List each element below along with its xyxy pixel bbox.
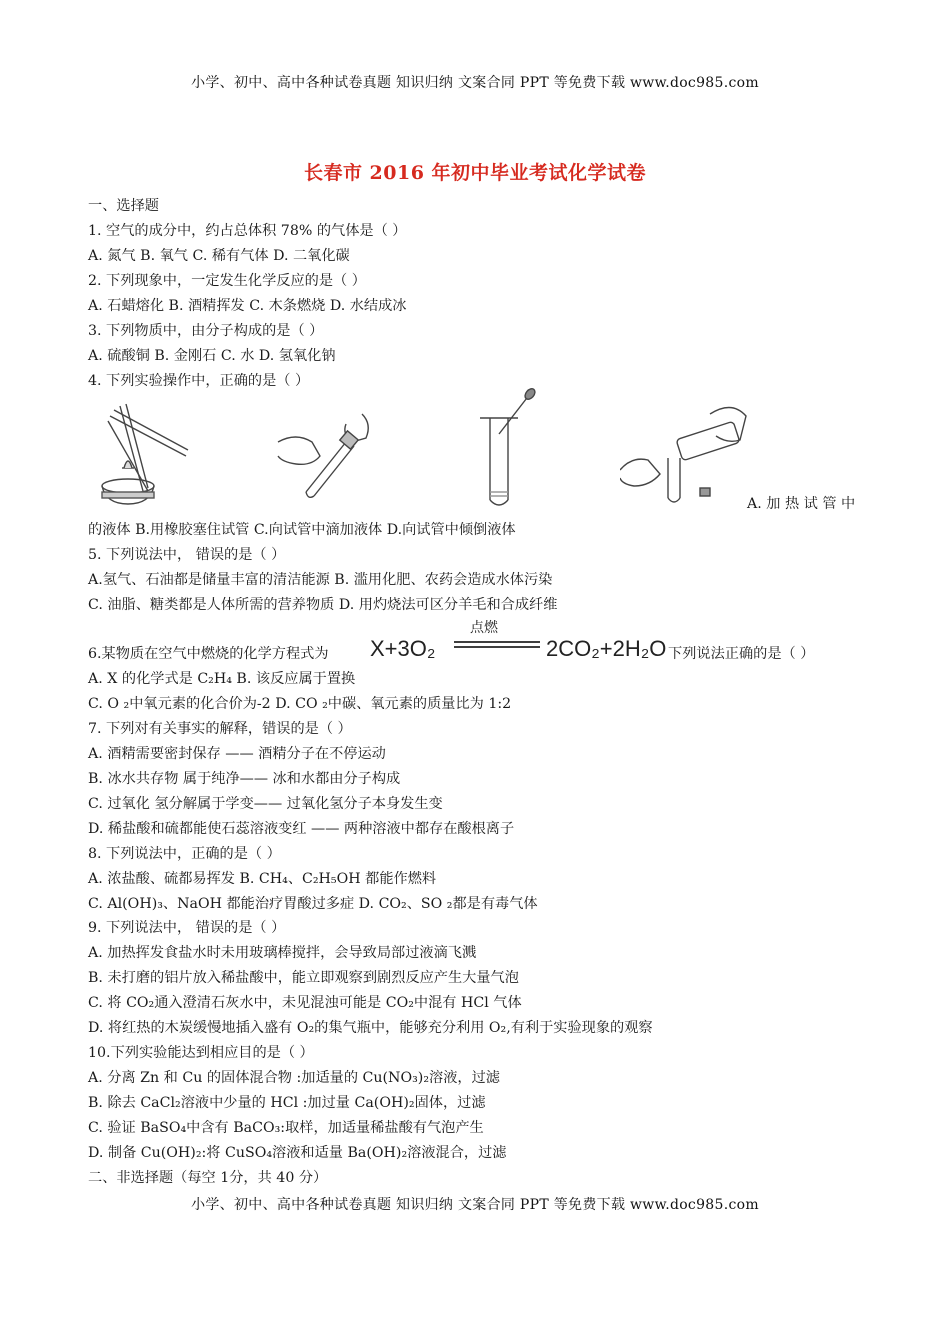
question-2: 2. 下列现象中，一定发生化学反应的是（ ） — [88, 273, 366, 289]
question-10-option-d: D. 制备 Cu(OH)₂:将 CuSO₄溶液和适量 Ba(OH)₂溶液混合，过滤 — [88, 1145, 507, 1161]
question-5-options-ab: A.氢气、石油都是储量丰富的清洁能源 B. 滥用化肥、农药会造成水体污染 — [88, 572, 553, 588]
question-6-suffix: 下列说法正确的是（ ） — [668, 646, 815, 662]
equation-condition: 点燃 — [470, 620, 498, 636]
question-4-options: 的液体 B.用橡胶塞住试管 C.向试管中滴加液体 D.向试管中倾倒液体 — [88, 522, 516, 538]
question-7-option-d: D. 稀盐酸和硫都能使石蕊溶液变红 —— 两种溶液中都存在酸根离子 — [88, 821, 515, 837]
equation-right: 2CO₂+2H₂O — [546, 636, 666, 661]
page-header: 小学、初中、高中各种试卷真题 知识归纳 文案合同 PPT 等免费下载 www.doc985.com — [191, 75, 759, 91]
question-8-options-cd: C. Al(OH)₃、NaOH 都能治疗胃酸过多症 D. CO₂、SO ₂都是有毒气体 — [88, 896, 538, 912]
page-footer: 小学、初中、高中各种试卷真题 知识归纳 文案合同 PPT 等免费下载 www.doc985.com — [191, 1197, 759, 1213]
question-8-options-ab: A. 浓盐酸、硫都易挥发 B. CH₄、C₂H₅OH 都能作燃料 — [88, 871, 437, 887]
question-1-options: A. 氮气 B. 氧气 C. 稀有气体 D. 二氧化碳 — [88, 248, 350, 264]
question-6-options-cd: C. O ₂中氧元素的化合价为-2 D. CO ₂中碳、氧元素的质量比为 1:2 — [88, 696, 512, 712]
question-7-option-a: A. 酒精需要密封保存 —— 酒精分子在不停运动 — [88, 746, 386, 762]
lab-figures — [88, 388, 858, 514]
question-1: 1. 空气的成分中，约占总体积 78% 的气体是（ ） — [88, 223, 407, 239]
question-7: 7. 下列对有关事实的解释，错误的是（ ） — [88, 721, 352, 737]
question-9-option-b: B. 未打磨的铝片放入稀盐酸中，能立即观察到剧烈反应产生大量气泡 — [88, 970, 519, 986]
section-heading-choice: 一、选择题 — [88, 198, 159, 214]
question-10-option-a: A. 分离 Zn 和 Cu 的固体混合物 :加适量的 Cu(NO₃)₂溶液，过滤 — [88, 1070, 500, 1086]
question-9: 9. 下列说法中， 错误的是（ ） — [88, 920, 286, 936]
question-6-prefix: 6.某物质在空气中燃烧的化学方程式为 — [88, 646, 329, 662]
question-10-option-c: C. 验证 BaSO₄中含有 BaCO₃:取样，加适量稀盐酸有气泡产生 — [88, 1120, 484, 1136]
question-2-options: A. 石蜡熔化 B. 酒精挥发 C. 木条燃烧 D. 水结成冰 — [88, 298, 407, 314]
section-heading-nonchoice: 二、非选择题（每空 1分，共 40 分） — [88, 1170, 328, 1186]
question-9-option-a: A. 加热挥发食盐水时未用玻璃棒搅拌，会导致局部过液滴飞溅 — [88, 945, 477, 961]
question-10-option-b: B. 除去 CaCl₂溶液中少量的 HCl :加过量 Ca(OH)₂固体，过滤 — [88, 1095, 486, 1111]
question-8: 8. 下列说法中，正确的是（ ） — [88, 846, 281, 862]
question-10: 10.下列实验能达到相应目的是（ ） — [88, 1045, 314, 1061]
question-5-options-cd: C. 油脂、糖类都是人体所需的营养物质 D. 用灼烧法可区分羊毛和合成纤维 — [88, 597, 558, 613]
figure-a-heating-test-tube — [88, 396, 198, 508]
question-3: 3. 下列物质中，由分子构成的是（ ） — [88, 323, 324, 339]
question-9-option-c: C. 将 CO₂通入澄清石灰水中，未见混浊可能是 CO₂中混有 HCl 气体 — [88, 995, 522, 1011]
question-4-option-a-start: A. 加 热 试 管 中 — [747, 496, 856, 512]
equation-left: X+3O₂ — [370, 636, 436, 661]
chemical-equation — [370, 614, 666, 664]
figure-d-pouring-liquid — [620, 400, 750, 510]
question-4: 4. 下列实验操作中，正确的是（ ） — [88, 373, 310, 389]
figure-c-dropping-liquid — [470, 388, 540, 512]
exam-title: 长春市 2016 年初中毕业考试化学试卷 — [303, 162, 647, 184]
figure-b-stopper-test-tube — [276, 412, 376, 498]
question-6-options-ab: A. X 的化学式是 C₂H₄ B. 该反应属于置换 — [88, 671, 356, 687]
question-7-option-b: B. 冰水共存物 属于纯净—— 冰和水都由分子构成 — [88, 771, 401, 787]
question-9-option-d: D. 将红热的木炭缓慢地插入盛有 O₂的集气瓶中，能够充分利用 O₂,有利于实验现象的观察 — [88, 1020, 653, 1036]
question-5: 5. 下列说法中， 错误的是（ ） — [88, 547, 286, 563]
question-7-option-c: C. 过氧化 氢分解属于学变—— 过氧化氢分子本身发生变 — [88, 796, 443, 812]
question-3-options: A. 硫酸铜 B. 金刚石 C. 水 D. 氢氧化钠 — [88, 348, 336, 364]
